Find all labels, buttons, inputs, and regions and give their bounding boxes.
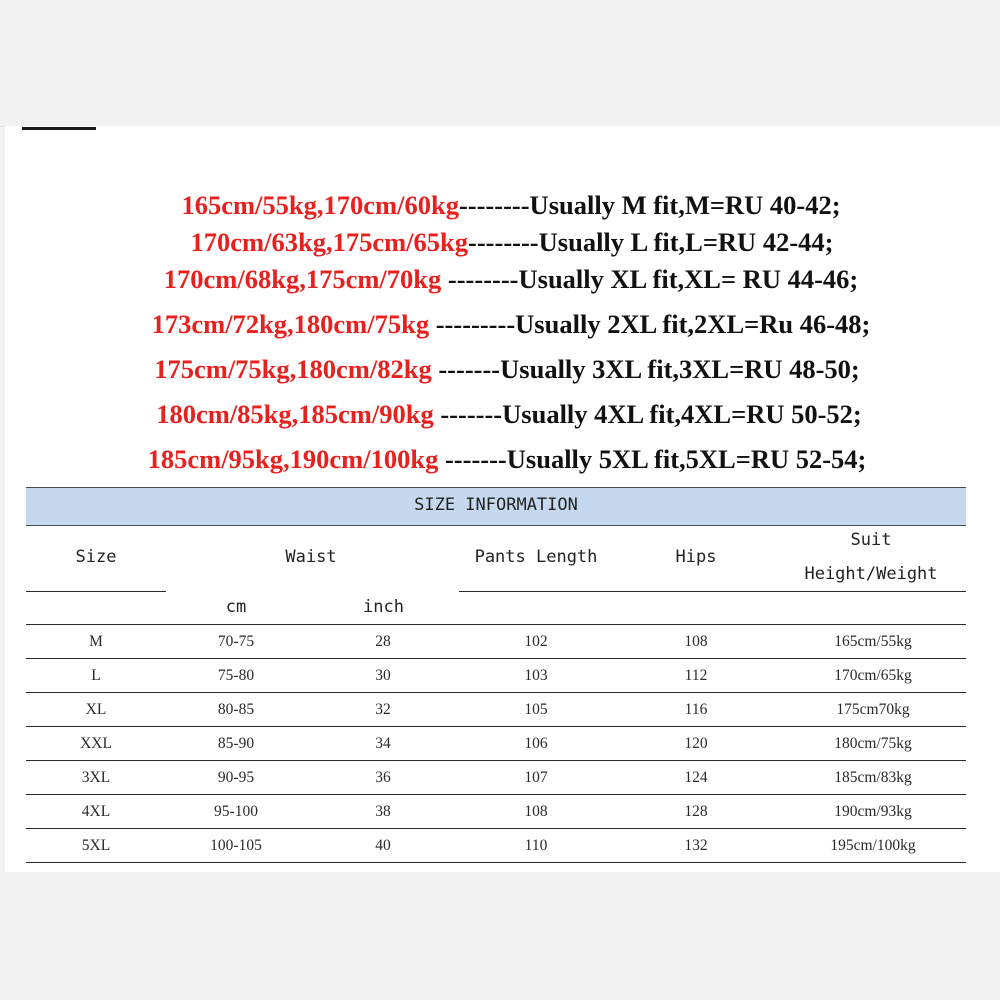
header-suit: Suit (850, 530, 892, 550)
cell-size: 5XL (81, 837, 111, 854)
cell-waist-cm: 70-75 (217, 633, 255, 650)
cell-waist-inch: 28 (375, 633, 391, 650)
cell-hips: 116 (684, 701, 708, 718)
cell-size: XL (85, 701, 107, 718)
cell-height-weight: 185cm/83kg (834, 769, 912, 786)
cell-size: L (91, 667, 101, 684)
size-fit-text: --------Usually M fit,M=RU 40-42; (458, 190, 841, 220)
cell-waist-inch: 30 (375, 667, 391, 684)
cell-pants-length: 106 (524, 735, 548, 752)
cell-pants-length: 102 (524, 633, 548, 650)
height-weight-range: 180cm/85kg,185cm/90kg (156, 399, 434, 429)
height-weight-range: 165cm/55kg,170cm/60kg (181, 190, 459, 220)
cell-hips: 128 (684, 803, 708, 820)
size-information-table (26, 487, 966, 865)
cell-waist-inch: 32 (375, 701, 391, 718)
cell-size: M (89, 633, 103, 650)
header-waist-cm: cm (225, 597, 247, 617)
cell-hips: 132 (684, 837, 708, 854)
cell-pants-length: 103 (524, 667, 548, 684)
header-waist: Waist (285, 547, 337, 567)
cell-hips: 120 (684, 735, 708, 752)
height-weight-range: 175cm/75kg,180cm/82kg (154, 354, 432, 384)
accent-bar (22, 127, 96, 130)
cell-height-weight: 190cm/93kg (834, 803, 912, 820)
cell-height-weight: 170cm/65kg (834, 667, 912, 684)
cell-size: XXL (80, 735, 112, 752)
cell-waist-cm: 95-100 (214, 803, 258, 820)
cell-height-weight: 195cm/100kg (830, 837, 916, 854)
header-waist-inch: inch (363, 597, 404, 617)
header-height-weight: Height/Weight (804, 564, 938, 584)
header-hips: Hips (675, 547, 717, 567)
cell-pants-length: 107 (524, 769, 548, 786)
height-weight-range: 170cm/63kg,175cm/65kg (190, 227, 469, 257)
size-fit-text: --------Usually XL fit,XL= RU 44-46; (441, 264, 859, 294)
height-weight-range: 185cm/95kg,190cm/100kg (147, 444, 439, 474)
cell-waist-inch: 38 (375, 803, 391, 820)
cell-pants-length: 108 (524, 803, 548, 820)
row-divider (26, 862, 966, 863)
header-divider-size (26, 591, 166, 592)
cell-height-weight: 165cm/55kg (834, 633, 912, 650)
cell-hips: 112 (684, 667, 708, 684)
cell-waist-cm: 75-80 (217, 667, 255, 684)
cell-height-weight: 175cm70kg (836, 701, 910, 718)
size-fit-text: --------Usually L fit,L=RU 42-44; (468, 227, 834, 257)
cell-pants-length: 110 (524, 837, 548, 854)
header-pants-length: Pants Length (474, 547, 598, 567)
size-fit-text: ---------Usually 2XL fit,2XL=Ru 46-48; (429, 309, 871, 339)
cell-hips: 108 (684, 633, 708, 650)
size-fit-text: -------Usually 4XL fit,4XL=RU 50-52; (433, 399, 862, 429)
header-divider-right (459, 591, 966, 592)
cell-waist-inch: 36 (375, 769, 391, 786)
cell-waist-cm: 90-95 (217, 769, 255, 786)
table-title: SIZE INFORMATION (414, 495, 578, 515)
cell-waist-cm: 100-105 (210, 837, 262, 854)
cell-hips: 124 (684, 769, 708, 786)
size-fit-text: -------Usually 3XL fit,3XL=RU 48-50; (431, 354, 860, 384)
cell-size: 3XL (81, 769, 111, 786)
height-weight-range: 173cm/72kg,180cm/75kg (151, 309, 430, 339)
cell-waist-inch: 40 (375, 837, 391, 854)
size-fit-text: -------Usually 5XL fit,5XL=RU 52-54; (438, 444, 867, 474)
cell-height-weight: 180cm/75kg (834, 735, 912, 752)
cell-waist-cm: 85-90 (217, 735, 255, 752)
cell-size: 4XL (81, 803, 111, 820)
height-weight-range: 170cm/68kg,175cm/70kg (163, 264, 442, 294)
header-size: Size (75, 547, 117, 567)
cell-waist-cm: 80-85 (217, 701, 255, 718)
cell-waist-inch: 34 (375, 735, 391, 752)
cell-pants-length: 105 (524, 701, 548, 718)
